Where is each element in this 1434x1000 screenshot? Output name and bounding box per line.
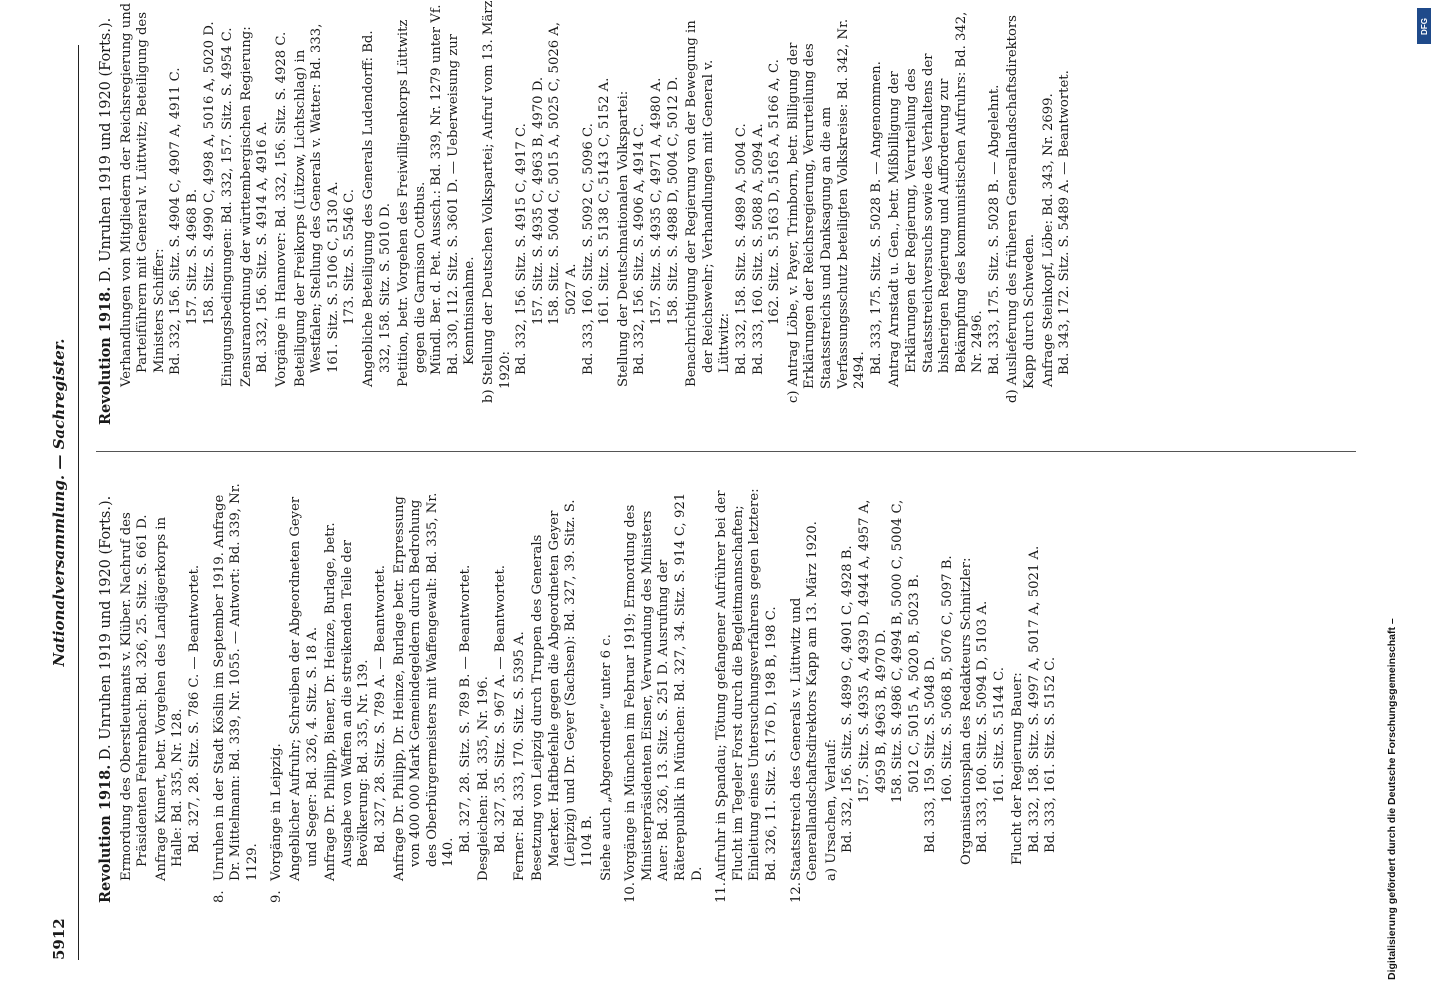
entry-text: Bd. 333, 175. Sitz. S. 5028 B. — Angenommen. [868, 61, 884, 375]
register-reference [734, 0, 751, 425]
entry-text: Bd. 333, 175. Sitz. S. 5028 B. — Abgelehnt. [986, 84, 1002, 375]
register-reference [992, 478, 1009, 903]
running-head [50, 45, 76, 960]
entry-text: 158. Sitz. S. 4986 C, 4994 B, 5000 C, 5004 C, 5012 C, 5015 A, 5020 B, 5023 B. [890, 499, 922, 803]
entry-text: 157. Sitz. S. 4935 C, 4963 B, 4970 D. [530, 76, 546, 325]
register-reference [342, 0, 359, 425]
entry-text: Bd. 332, 156. Sitz. S. 4899 C, 4901 C, 4928 B. [840, 545, 856, 853]
register-reference [514, 0, 531, 425]
right-column-entries [119, 0, 1074, 425]
entry-text: Bd. 332, 156. Sitz. S. 4915 C, 4917 C. [514, 123, 530, 375]
register-subentry [274, 0, 291, 425]
entry-text: Bd. 327, 28. Sitz. S. 789 A. — Beantwortet. [372, 565, 388, 853]
digitization-credit: Digitalisierung gefördert durch die Deutsche Forschungsgemeinschaft – [1386, 618, 1398, 980]
register-subentry [119, 0, 169, 425]
register-subentry [512, 478, 529, 903]
entry-text: 162. Sitz. S. 5163 D, 5165 A, 5166 A, C. [767, 59, 783, 325]
register-reference [493, 478, 510, 903]
entry-text: Bd. 333, 161. Sitz. S. 5152 C. [1043, 656, 1059, 853]
right-column-heading: Revolution 1918. D. Unruhen 1919 und 1920 (Forts.). [97, 17, 114, 425]
register-subentry [887, 0, 987, 425]
entry-text: Ermordung des Oberstleutnants v. Klüber. Nachruf des Präsidenten Fehrenbach: Bd. 326, 25. Sitz. S. 661 D. [118, 512, 151, 881]
entry-text: Vorgänge in Hannover: Bd. 332, 156. Sitz. S. 4928 C. [273, 31, 289, 387]
register-subentry [1005, 0, 1038, 425]
entry-text: Einigungsbedingungen: Bd. 332, 157. Sitz. S. 4954 C. [220, 27, 236, 387]
entry-text: a) Ursachen, Verlauf: [823, 738, 839, 881]
register-reference [840, 478, 857, 903]
register-entry-title [789, 478, 822, 903]
entry-text: 157. Sitz. S. 4935 C, 4971 A, 4980 A. [649, 77, 664, 325]
register-reference [940, 478, 957, 903]
entry-text: Anfrage Kunert, betr. Vorgehen des Landjägerkorps in Halle: Bd. 335, Nr. 128. [153, 516, 186, 881]
entry-text: Antrag Arnstadt u. Gen., betr. Mißbilligung der Erklärungen der Regierung, Verurteilung des Staatsstreichversuchs sowie des Verhaltens der bisherigen Regierung und Aufforderung zur Bekämpfung des kommunistischen Aufruhrs: Bd. 342, Nr. 2496. [887, 11, 986, 387]
entry-text: Bd. 332, 156. Sitz. S. 4906 A, 4914 C. [632, 123, 648, 375]
register-subentry [1010, 478, 1027, 903]
entry-text: Petition, betr. Vorgehen des Freiwilligenkorps Lüttwitz gegen die Garnison Cottbus. [396, 19, 428, 387]
register-reference [649, 0, 666, 425]
entry-text: Bd. 332, 156. Sitz. S. 4904 C, 4907 A, 4911 C. [168, 67, 184, 375]
register-reference [168, 0, 185, 425]
register-subentry [396, 0, 429, 425]
left-column-heading: Revolution 1918. D. Unruhen 1919 und 1920 (Forts.). [97, 495, 114, 903]
register-reference [751, 0, 768, 425]
entry-text: Bd. 327, 35. Sitz. S. 967 A. — Beantwortet. [493, 565, 509, 853]
entry-text: Bd. 333, 160. Sitz. S. 5094 D, 5103 A. [975, 600, 991, 853]
entry-text: Bd. 330, 112. Sitz. S. 3601 D. — Ueberweisung zur Kenntnisnahme. [445, 34, 478, 375]
entry-text: Bd. 333, 160. Sitz. S. 5092 C, 5096 C. [580, 123, 596, 375]
register-subentry [119, 478, 152, 903]
register-subentry [323, 478, 373, 903]
entry-text: Besetzung von Leipzig durch Truppen des Generals Maerker. Haftbefehle gegen die Abgeordneten Geyer (Leipzig) und Dr. Geyer (Sachsen): Bd. 327, 39. Sitz. S. 1104 B. [530, 499, 596, 881]
register-subentry [239, 0, 272, 425]
entry-text: Angebliche Beteiligung des Generals Ludendorff: Bd. 332, 158. Sitz. S. 5010 D. [360, 30, 393, 387]
register-reference [458, 478, 475, 903]
entry-text: 158. Sitz. S. 4990 C, 4998 A, 5016 A, 5020 D. [201, 21, 217, 325]
entry-text: Bd. 327, 28. Sitz. S. 786 C. — Beantwortet. [186, 564, 202, 853]
dfg-logo: DFG [1417, 8, 1431, 44]
entry-number: 11. [714, 882, 730, 903]
right-column [98, 0, 1074, 425]
entry-text: Verhandlungen von Mitgliedern der Reichsregierung und Parteiführern mit General v. Lüttwitz; Beteiligung des Ministers Schiffer: [118, 2, 167, 387]
register-subentry [476, 478, 493, 903]
page-number: 5912 [50, 918, 68, 960]
entry-text: Beteiligung der Freikorps (Lützow, Lichtschlag) in Westfalen; Stellung des Generals v. Watter: Bd. 333, 161. Sitz. S. 5106 C, 5130 A. [292, 23, 341, 387]
entry-text: Anfrage Dr. Philipp, Biener, Dr. Heinze, Burlage, betr. Ausgabe von Waffen an die streikenden Teile der Bevölkerung: Bd. 335, Nr. 139. [323, 522, 372, 881]
register-reference [987, 0, 1004, 425]
entry-number: 8. [211, 890, 227, 903]
entry-text: Benachrichtigung der Regierung von der Bewegung in der Reichswehr; Verhandlungen mit General v. Lüttwitz: [684, 20, 733, 387]
entry-text: Staatsstreich des Generals v. Lüttwitz und Generallandschaftsdirektors Kapp am 13. März 1920. [788, 521, 821, 881]
register-entry-title [714, 478, 780, 903]
register-entry-title [269, 478, 286, 903]
register-reference [581, 0, 598, 425]
entry-text: 161. Sitz. S. 5138 C, 5143 C, 5152 A. [597, 77, 613, 325]
entry-number: 9. [269, 890, 285, 903]
register-reference [857, 478, 890, 903]
header-rule [78, 45, 79, 960]
register-subentry [1041, 0, 1058, 425]
entry-text: Stellung der Deutschnationalen Volkspartei: [615, 90, 631, 387]
entry-text: Anfrage Steinkopf, Löbe: Bd. 343, Nr. 2699. [1040, 93, 1056, 387]
entry-text: c) Antrag Löbe, v. Payer, Trimborn, betr. Billigung der Erklärungen der Reichsregierung, Verurteilung des Staatsstreichs und Danksagung an die am Verfassungsschutz beteiligten Volkskreise: Bd. 342, Nr. 2494. [785, 18, 868, 403]
register-reference [1043, 478, 1060, 903]
entry-text: Bd. 333, 160. Sitz. S. 5088 A, 5094 A. [750, 123, 766, 375]
register-subentry [288, 478, 321, 903]
register-subentry [392, 478, 458, 903]
entry-text: Siehe auch „Abgeordnete“ unter 6 c. [598, 634, 614, 881]
register-subentry [154, 478, 187, 903]
entry-text: 158. Sitz. S. 4988 D, 5004 C, 5012 D. [665, 76, 681, 325]
register-reference [187, 478, 204, 903]
entry-text: Ferner: Bd. 333, 170. Sitz. S. 5395 A. [511, 631, 527, 881]
entry-text: Bd. 327, 28. Sitz. S. 789 B. — Beantwortet. [457, 564, 473, 853]
register-subentry [684, 0, 734, 425]
register-reference [547, 0, 580, 425]
entry-number: 12. [788, 882, 804, 903]
entry-text: Mündl. Ber. d. Pet. Aussch.: Bd. 339, Nr. 1279 unter Vf. [429, 4, 445, 375]
entry-text: Bd. 333, 159. Sitz. S. 5048 D. [923, 656, 939, 853]
register-reference [597, 0, 614, 425]
register-subentry [481, 0, 514, 425]
register-reference [632, 0, 649, 425]
column-divider [96, 451, 1356, 452]
entry-text: Zensuranordnung der württembergischen Regierung: Bd. 332, 156. Sitz. S. 4914 A, 4916 A. [238, 26, 271, 387]
register-reference [531, 0, 548, 425]
register-subentry [616, 0, 633, 425]
entry-text: Desgleichen: Bd. 335, Nr. 196. [476, 676, 492, 881]
register-subentry [220, 0, 237, 425]
register-reference [202, 0, 219, 425]
register-reference [923, 478, 940, 903]
entry-number: 10. [623, 882, 639, 903]
register-subentry [361, 0, 394, 425]
entry-text: Unruhen in der Stadt Köslin im September 1919. Anfrage Dr. Mittelmann: Bd. 339, Nr. 1055. — Antwort: Bd. 339, Nr. 1129. [211, 483, 260, 881]
entry-text: Flucht der Regierung Bauer: [1010, 672, 1026, 865]
register-reference [429, 0, 446, 425]
entry-text: 158. Sitz. S. 5004 C, 5015 A, 5025 C, 5026 A, 5027 A. [547, 21, 580, 325]
entry-text: Anfrage Dr. Philipp, Dr. Heinze, Burlage betr. Erpressung von 400 000 Mark Gemeindegeldern durch Bedrohung des Oberbürgermeisters mit Waffengewalt: Bd. 335, Nr. 140. [391, 492, 457, 881]
entry-text: Vorgänge in München im Februar 1919; Ermordung des Ministerpräsidenten Eisner, Verwundung des Ministers Auer: Bd. 326, 13. Sitz. S. 251 D. Ausrufung der Räterepublik in München: Bd. 327, 34. Sitz. S. 914 C, 921 D. [623, 492, 705, 881]
register-reference [185, 0, 202, 425]
register-subentry [293, 0, 343, 425]
register-reference [1057, 0, 1074, 425]
register-reference [666, 0, 683, 425]
entry-text: Vorgänge in Leipzig. [269, 743, 285, 881]
entry-text: d) Auslieferung des früheren Generallandschaftsdirektors Kapp durch Schweden. [1005, 15, 1038, 403]
register-subentry [599, 478, 616, 903]
register-entry-title [623, 478, 706, 903]
entry-text: 157. Sitz. S. 4968 B. [184, 188, 200, 325]
entry-text: Bd. 332, 158. Sitz. S. 4989 A, 5004 C. [733, 123, 749, 375]
entry-text: Bd. 343, 172. Sitz. S. 5489 A. — Beantwortet. [1057, 70, 1073, 375]
entry-text: 157. Sitz. S. 4935 A, 4939 D, 4944 A, 4957 A, 4959 B, 4963 B, 4970 D. [856, 499, 889, 803]
running-title: Nationalversammlung. — Sachregister. [50, 338, 68, 667]
register-reference [373, 478, 390, 903]
entry-text: Angeblicher Aufruhr; Schreiben der Abgeordneten Geyer und Seger: Bd. 326, 4. Sitz. S. 18 A. [287, 496, 320, 881]
entry-text: Aufruhr in Spandau; Tötung gefangener Aufrührer bei der Flucht im Tegeler Forst durch die Begleitmannschaften; Einleitung eines Untersuchungsverfahrens gegen letztere: Bd. 326, 11. Sitz. S. 176 D, 198 B, 198 C. [714, 488, 779, 881]
register-subentry [824, 478, 841, 903]
register-reference [446, 0, 479, 425]
entry-text: 173. Sitz. S. 5546 C. [342, 189, 358, 325]
register-subentry [786, 0, 869, 425]
register-reference [975, 478, 992, 903]
entry-text: 160. Sitz. S. 5068 B, 5076 C, 5097 B. [939, 555, 955, 803]
register-entry-title [212, 478, 262, 903]
entry-text: Organisationsplan des Redakteurs Schnitzler: [958, 557, 974, 865]
register-reference [890, 478, 923, 903]
register-subentry [530, 478, 596, 903]
register-reference [869, 0, 886, 425]
register-reference [767, 0, 784, 425]
entry-text: b) Stellung der Deutschen Volkspartei; Aufruf vom 13. März 1920: [481, 0, 513, 403]
entry-text: Bd. 332, 158. Sitz. S. 4997 A, 5017 A, 5021 A. [1026, 545, 1042, 853]
register-reference [1027, 478, 1044, 903]
left-column-entries [119, 478, 1060, 903]
entry-text: 161. Sitz. S. 5144 C. [991, 667, 1007, 803]
left-column [98, 478, 1060, 903]
register-subentry [959, 478, 976, 903]
